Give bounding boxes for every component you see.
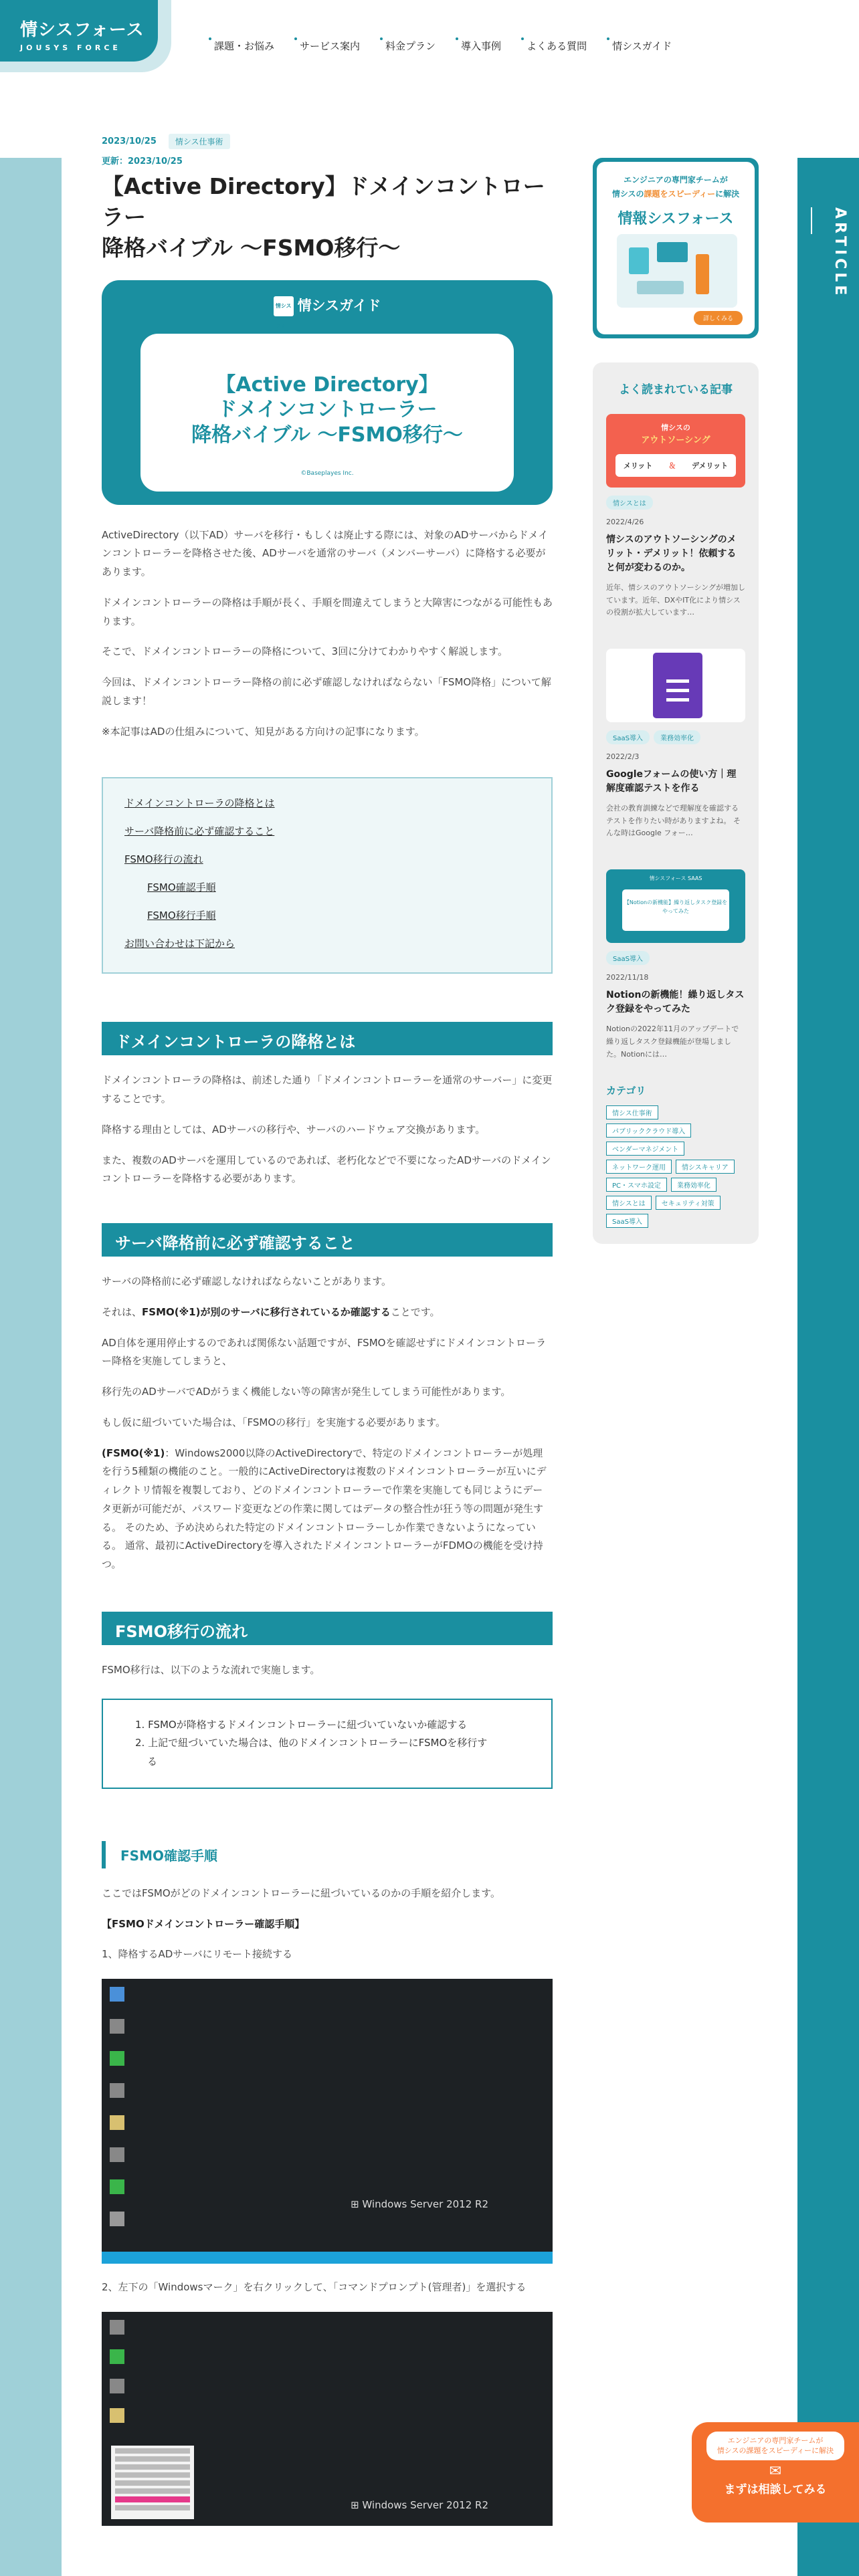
toc-link[interactable]: サーバ降格前に必ず確認すること — [124, 825, 275, 838]
toc-sublink[interactable]: FSMO確認手順 — [147, 881, 216, 894]
thumb-and: ＆ — [668, 461, 676, 470]
hero-brand-logo: 情シス フォー — [274, 296, 294, 316]
section-heading: サーバ降格前に必ず確認すること — [102, 1223, 553, 1257]
nav-item-services[interactable]: サービス案内 — [294, 39, 360, 53]
cta-bubble-line: エンジニアの専門家チームが — [727, 2436, 824, 2445]
desktop-icon — [110, 2408, 124, 2423]
desktop-icon — [110, 2147, 124, 2162]
table-of-contents — [102, 777, 553, 974]
recycle-bin-icon — [110, 1987, 124, 2002]
body-para: また、複数のADサーバを運用しているのであれば、老朽化などで不要になったADサーバのドメインコントローラーを降格する必要があります。 — [102, 1154, 551, 1185]
updated-date: 更新：2023/10/25 — [102, 156, 183, 167]
post-date: 2022/4/26 — [606, 518, 644, 526]
nav-item-issues[interactable]: 課題・お悩み — [209, 39, 274, 53]
banner-line1: エンジニアの専門家チームが — [624, 175, 728, 185]
post-thumbnail[interactable] — [606, 649, 745, 722]
post-excerpt: Notionの2022年11月のアップデートで繰り返しタスク登録機能が登場しました。Notionには… — [606, 1025, 739, 1059]
body-para: 降格する理由としては、ADサーバの移行や、サーバのハードウェア交換があります。 — [102, 1123, 486, 1136]
post-tag[interactable]: SaaS導入 — [606, 730, 650, 744]
body-para: 1、降格するADサーバにリモート接続する — [102, 1948, 293, 1961]
menu-item[interactable] — [115, 2488, 190, 2494]
desktop-icon — [110, 2019, 124, 2034]
desktop-icon — [110, 2349, 124, 2364]
left-decor-band — [0, 158, 62, 2576]
hero-brand: 情シス フォー情シスガイド — [102, 295, 553, 316]
section-body — [102, 1273, 553, 1574]
section-heading: FSMO移行の流れ — [102, 1612, 553, 1645]
cta-bubble-line: 情シスの課題をスピーディーに解決 — [717, 2446, 834, 2456]
category-item[interactable]: パブリッククラウド導入 — [606, 1123, 691, 1138]
body-para: もし仮に紐づいていた場合は、「FSMOの移行」を実施する必要があります。 — [102, 1416, 446, 1428]
screenshot-start-menu — [102, 2312, 553, 2526]
popular-post-card[interactable] — [606, 414, 745, 619]
thumb-demerit: デメリット — [691, 461, 729, 470]
section-heading: ドメインコントローラの降格とは — [102, 1022, 553, 1055]
section-body — [102, 1885, 553, 2526]
category-item[interactable]: 情シスとは — [606, 1196, 652, 1210]
thumb-merit-box — [615, 454, 736, 477]
section-body — [102, 1661, 553, 1789]
mail-icon: ✉ — [769, 2462, 782, 2480]
toc-link[interactable]: FSMO移行の流れ — [124, 853, 203, 866]
body-para: 2、左下の「Windowsマーク」を右クリックして、「コマンドプロンプト(管理者)」を選択する — [102, 2281, 527, 2294]
banner-button[interactable]: 詳しくみる — [694, 311, 743, 325]
category-heading: カテゴリ — [606, 1085, 646, 1097]
banner-illustration — [617, 234, 737, 308]
nav-item-faq[interactable]: よくある質問 — [521, 39, 587, 53]
menu-item[interactable] — [115, 2456, 190, 2462]
category-list — [606, 1105, 740, 1228]
thumb-merit: メリット — [623, 461, 653, 470]
menu-item-command-prompt-admin[interactable] — [115, 2496, 190, 2502]
thumb-card-text: 【Notionの新機能】繰り返しタスク登録をやってみた — [622, 889, 729, 931]
desktop-icon — [110, 2083, 124, 2098]
hero-copyright: ©Baseplayes Inc. — [300, 469, 354, 477]
popular-post-card[interactable] — [606, 649, 745, 840]
post-excerpt: 近年、情シスのアウトソーシングが増加しています。近年、DXやIT化により情シスの役割が拡大しています… — [606, 583, 745, 617]
step-item: 2. 上記で紐づいていた場合は、他のドメインコントローラーにFSMOを移行す — [135, 1737, 488, 1749]
desktop-icon — [110, 2320, 124, 2335]
windows-server-label: ⊞ Windows Server 2012 R2 — [351, 2499, 488, 2511]
windows-server-label: ⊞ Windows Server 2012 R2 — [351, 2198, 488, 2210]
body-para: AD自体を運用停止するのであれば関係ない話題ですが、FSMOを確認せずにドメインコントローラー降格を実施してしまうと、 — [102, 1336, 547, 1368]
context-menu[interactable] — [111, 2446, 194, 2519]
category-item[interactable]: セキュリティ対策 — [656, 1196, 721, 1210]
article-content — [102, 171, 553, 2526]
post-title[interactable]: Notionの新機能！繰り返しタスク登録をやってみた — [606, 990, 745, 1015]
category-item[interactable]: ベンダーマネジメント — [606, 1142, 684, 1156]
desktop-icon — [110, 2051, 124, 2066]
thumb-text: 情シスの — [661, 423, 690, 432]
post-date: 2023/10/25 — [102, 136, 157, 146]
intro-para: ドメインコントローラーの降格は手順が長く、手順を間違えてしまうと大障害につながる可能性もあります。 — [102, 596, 553, 627]
menu-item[interactable] — [115, 2505, 190, 2510]
post-title[interactable]: Googleフォームの使い方｜理解度確認テストを作る — [606, 769, 737, 794]
post-thumbnail[interactable] — [606, 414, 745, 488]
desktop-icon — [110, 2212, 124, 2226]
hero-title-card — [140, 334, 514, 492]
footnote-para: (FSMO(※1)：Windows2000以降のActiveDirectoryで、特定のドメインコントローラーが処理を行う5種類の機能のこと。一般的にActiveDirectoryは複数のドメインコントローラーが互いにディレクトリ情報を複製しており、どのドメインコントローラーで作業を実施しても同じようにデータ更新が可能だが、パスワード変更などの作業に関してはデータの整合性が狂う等の問題が発生する。 そのため、予め決められた特定のドメインコントローラーしか作業できないようになっている。 通常、最初にActiveDirectoryを導入されたドメインコントローラーがFDMOの機能を受け持つ。 — [102, 1446, 547, 1571]
desktop-icon — [110, 2115, 124, 2130]
screenshot-desktop — [102, 1979, 553, 2264]
menu-item[interactable] — [115, 2472, 190, 2478]
thumb-brand: 情シスフォース SAAS — [649, 875, 702, 882]
intro-para: ※本記事はADの仕組みについて、知見がある方向けの記事になります。 — [102, 725, 425, 738]
body-para: FSMO移行は、以下のような流れで実施します。 — [102, 1663, 320, 1676]
sidebar — [593, 158, 759, 1244]
post-category-tag[interactable]: 情シス仕事術 — [169, 134, 230, 149]
cta-label: まずは相談してみる — [724, 2482, 827, 2496]
post-tag[interactable]: 業務効率化 — [654, 730, 700, 744]
hero-line2: ドメインコントローラー — [217, 398, 438, 422]
article-vertical-label: ARTICLE — [808, 207, 848, 288]
main-column — [62, 136, 797, 2576]
category-item[interactable]: ネットワーク運用 — [606, 1160, 672, 1174]
post-excerpt: 会社の教育訓練などで理解度を確認するテストを作りたい時がありますよね。 そんな時はGoogle フォー… — [606, 804, 741, 838]
hero-line1: 【Active Directory】 — [215, 372, 439, 397]
intro-section — [102, 526, 553, 742]
popular-post-card[interactable] — [606, 869, 745, 1061]
category-item[interactable]: SaaS導入 — [606, 1214, 648, 1228]
page-title: 【Active Directory】ドメインコントローラー 降格バイブル ～FSMO移行～ — [102, 173, 545, 261]
category-item[interactable]: 情シス仕事術 — [606, 1105, 658, 1119]
logo-main-text: 情シスフォース — [20, 20, 145, 40]
banner-title: 情報シスフォース — [617, 211, 734, 227]
category-item[interactable]: 業務効率化 — [671, 1178, 717, 1192]
section-body — [102, 1071, 553, 1188]
post-tags — [606, 496, 745, 510]
consult-cta-button[interactable] — [692, 2422, 859, 2523]
hero-eyecatch — [102, 280, 553, 505]
menu-item[interactable] — [115, 2480, 190, 2486]
step-item: 1. FSMOが降格するドメインコントローラーに紐づいていないか確認する — [135, 1718, 468, 1731]
post-tags — [606, 730, 745, 744]
body-para: サーバの降格前に必ず確認しなければならないことがあります。 — [102, 1275, 392, 1288]
post-date: 2022/2/3 — [606, 752, 640, 762]
step-item-wrap: る — [147, 1755, 158, 1768]
body-para: ここではFSMOがどのドメインコントローラーに紐づいているのかの手順を紹介します。 — [102, 1887, 500, 1899]
cta-bubble — [706, 2432, 844, 2460]
post-thumbnail[interactable] — [606, 869, 745, 943]
popular-heading: よく読まれている記事 — [619, 383, 733, 397]
post-meta — [102, 134, 230, 149]
category-item[interactable]: PC・スマホ設定 — [606, 1178, 667, 1192]
logo-tab[interactable] — [0, 0, 171, 72]
toc-link[interactable]: ドメインコントローラの降格とは — [124, 797, 275, 810]
intro-para: 今回は、ドメインコントローラー降格の前に必ず確認しなければならない「FSMO降格」について解説します！ — [102, 676, 551, 707]
banner-line2: 情シスの課題をスピーディーに解決 — [611, 189, 740, 199]
nav-item-guide[interactable]: 情シスガイド — [607, 39, 672, 53]
nav-item-pricing[interactable]: 料金プラン — [380, 39, 436, 53]
thumb-text: アウトソーシング — [641, 435, 710, 445]
service-banner[interactable] — [593, 158, 759, 338]
banner-inner — [597, 162, 755, 334]
post-tags — [606, 951, 745, 965]
body-para: ドメインコントローラの降格は、前述した通り「ドメインコントローラーを通常のサーバー」に変更することです。 — [102, 1074, 553, 1105]
nav-item-cases[interactable]: 導入事例 — [456, 39, 501, 53]
post-title[interactable]: 情シスのアウトソーシングのメリット・デメリット！依頼すると何が変わるのか。 — [606, 534, 737, 573]
hero-line3: 降格バイブル ～FSMO移行～ — [191, 423, 463, 447]
toc-link[interactable]: お問い合わせは下記から — [124, 938, 235, 950]
body-para: 移行先のADサーバでADがうまく機能しない等の障害が発生してしまう可能性があります。 — [102, 1386, 511, 1398]
google-forms-icon — [653, 653, 702, 718]
post-tag[interactable]: SaaS導入 — [606, 951, 650, 965]
intro-para: ActiveDirectory（以下AD）サーバを移行・もしくは廃止する際には、対象のADサーバからドメインコントローラーを降格させた後、ADサーバを通常のサーバ（メンバーサーバ）に降格する必要があります。 — [102, 528, 549, 578]
post-date: 2022/11/18 — [606, 973, 649, 982]
category-item[interactable]: 情シスキャリア — [676, 1160, 735, 1174]
taskbar — [102, 2252, 553, 2264]
subsection-heading: FSMO確認手順 — [102, 1841, 553, 1868]
steps-list — [102, 1699, 553, 1789]
site-header — [0, 0, 859, 134]
desktop-icon — [110, 2379, 124, 2393]
desktop-icon — [110, 2179, 124, 2194]
site-logo[interactable] — [0, 0, 158, 62]
right-decor-band — [797, 158, 859, 2576]
popular-posts — [593, 362, 759, 1244]
intro-para: そこで、ドメインコントローラーの降格について、3回に分けてわかりやすく解説します。 — [102, 645, 508, 658]
post-tag[interactable]: 情シスとは — [606, 496, 653, 510]
toc-sublink[interactable]: FSMO移行手順 — [147, 909, 216, 922]
logo-sub-text: JOUSYS FORCE — [20, 43, 121, 52]
global-nav — [209, 39, 672, 53]
body-para: それは、FSMO(※1)が別のサーバに移行されているか確認することです。 — [102, 1305, 440, 1318]
menu-item[interactable] — [115, 2464, 190, 2470]
body-para: 【FSMOドメインコントローラー確認手順】 — [102, 1917, 305, 1930]
menu-item[interactable] — [115, 2448, 190, 2454]
